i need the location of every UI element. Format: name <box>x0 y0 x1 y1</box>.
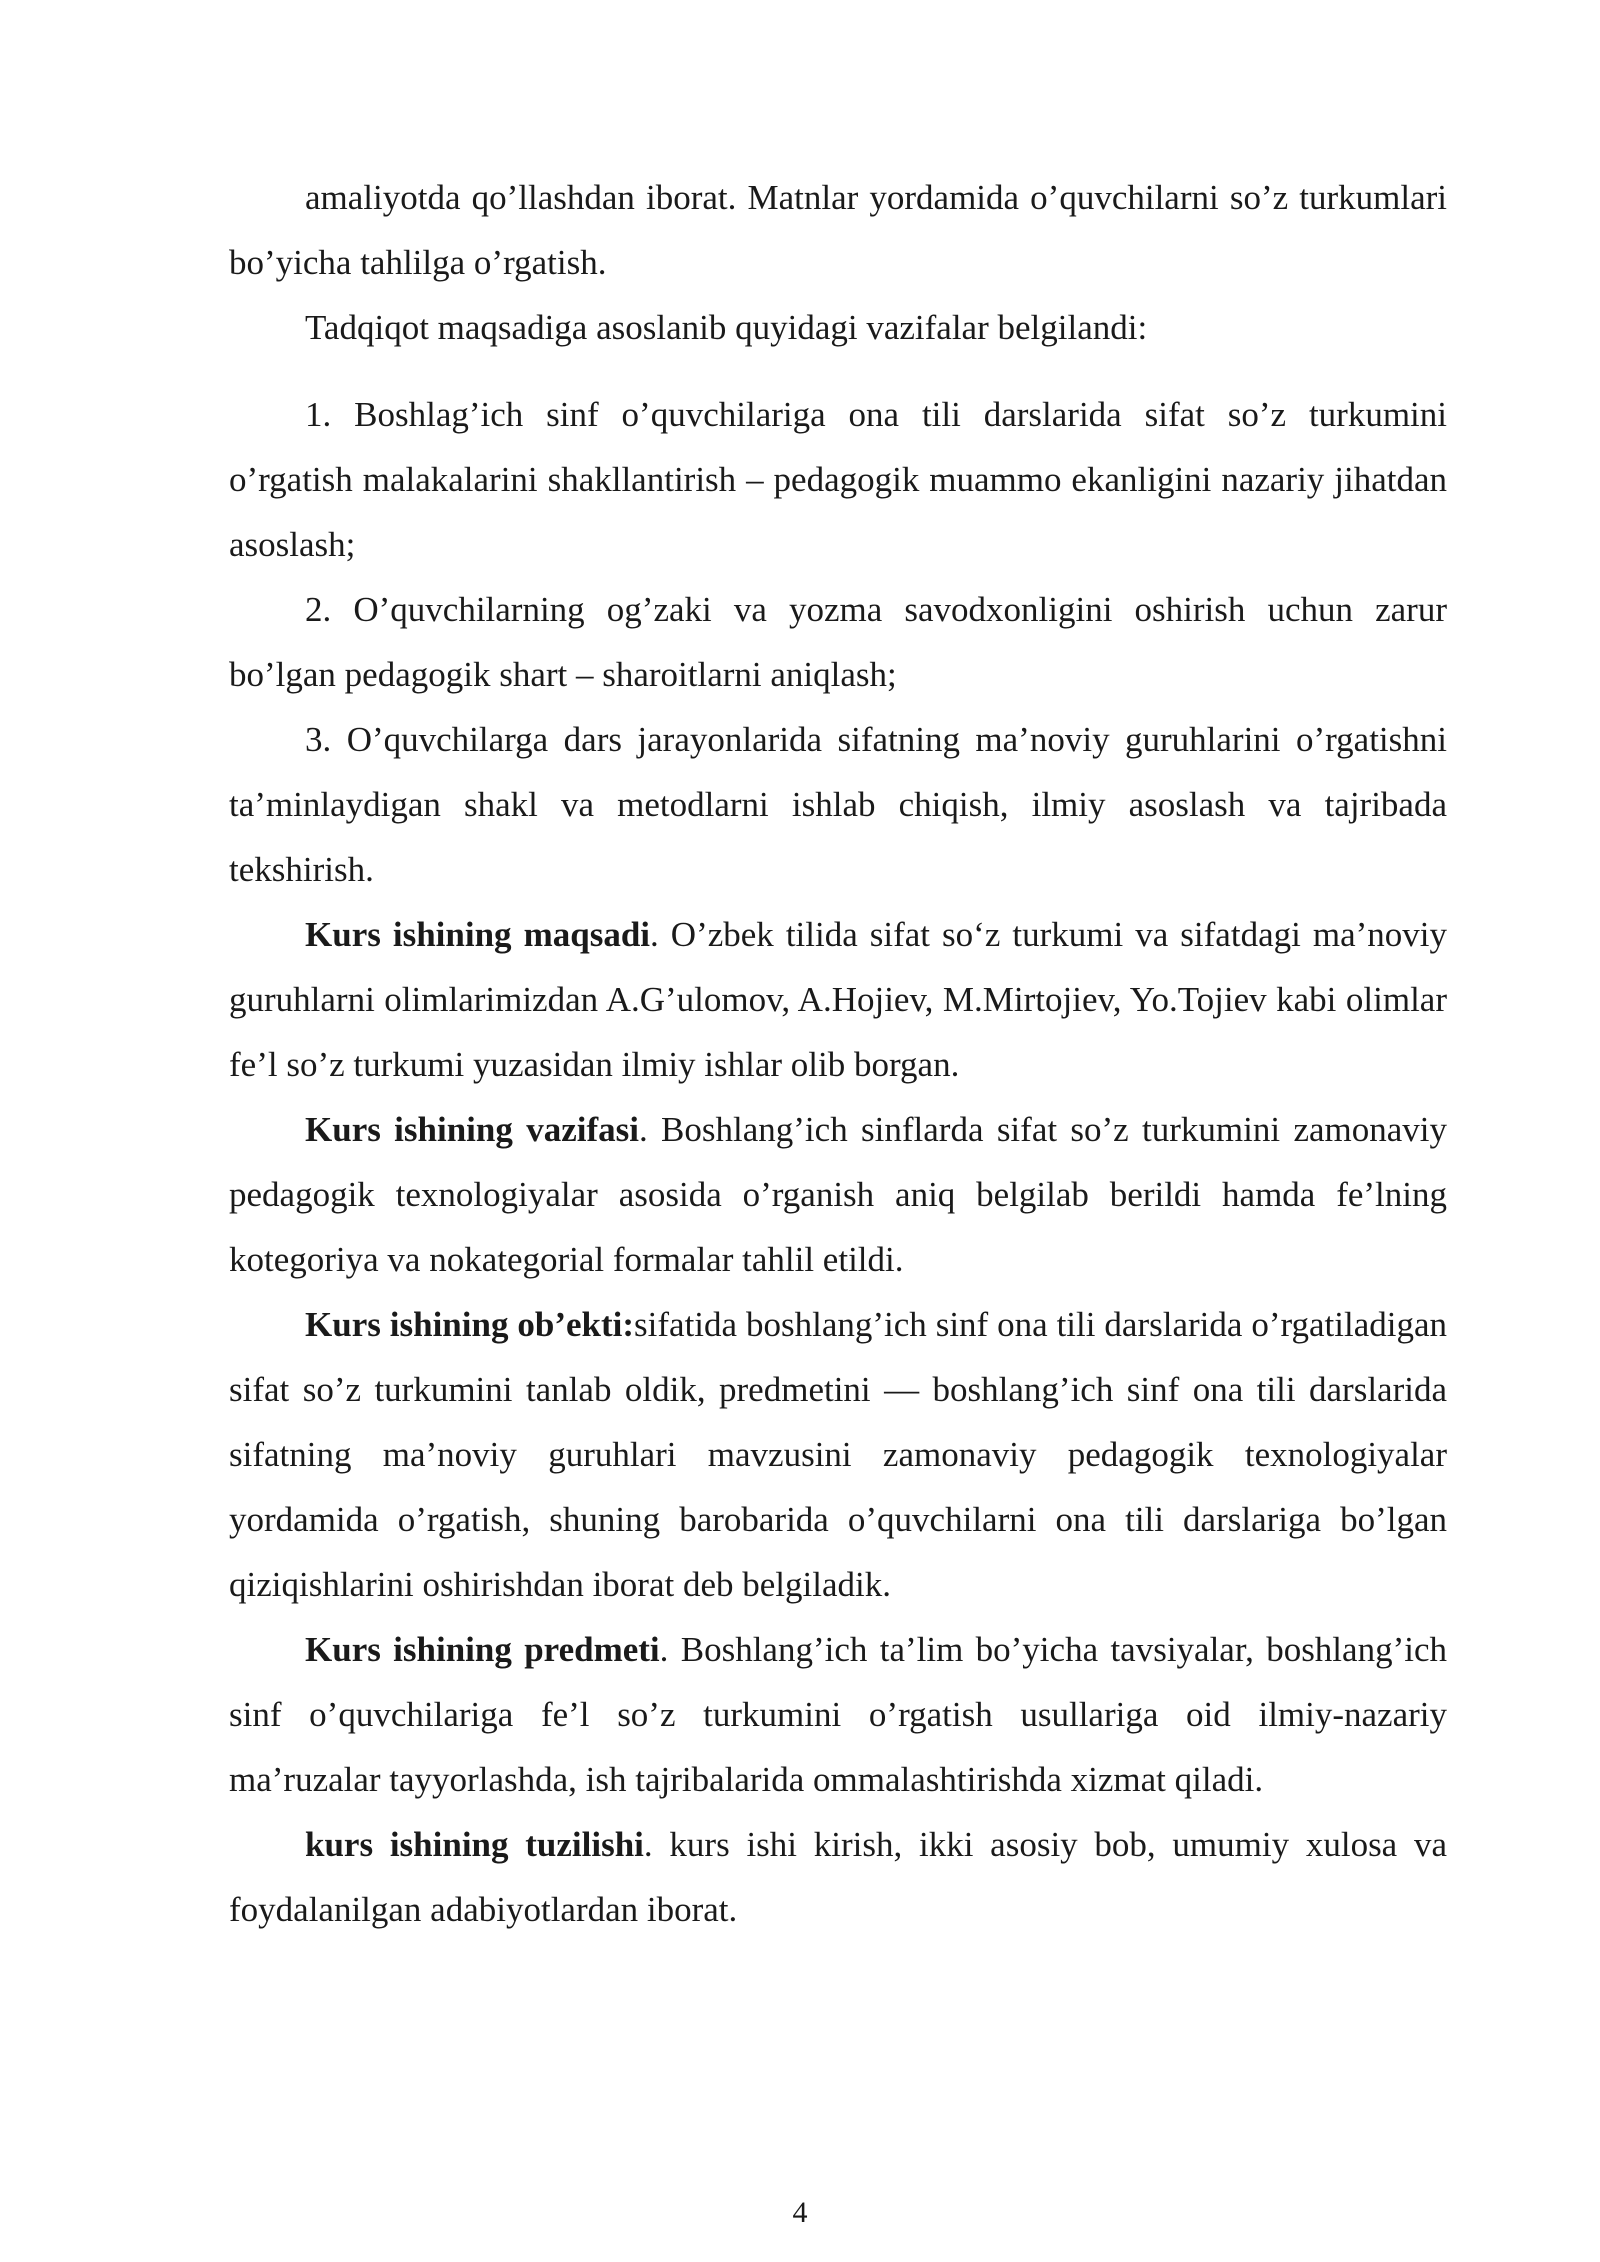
list-item-2: 2. O’quvchilarning og’zaki va yozma savodxonligini oshirish uchun zarur bo’lgan pedagogik shart – sharoitlarni aniqlash; <box>229 590 1447 694</box>
paragraph-tasks: Kurs ishining vazifasi. Boshlang’ich sinflarda sifat so’z turkumini zamonaviy pedagogik texnologiyalar asosida o’rganish aniq belgilab berildi hamda fe’lning kotegoriya va nokategorial formalar tahlil etildi. <box>229 1110 1447 1279</box>
body-text <box>229 165 1447 1942</box>
heading-tasks: Kurs ishining vazifasi <box>305 1110 639 1149</box>
heading-subject: Kurs ishining predmeti <box>305 1630 660 1669</box>
heading-object: Kurs ishining ob’ekti: <box>305 1305 635 1344</box>
paragraph-continuation: amaliyotda qo’llashdan iborat. Matnlar yordamida o’quvchilarni so’z turkumlari bo’yicha tahlilga o’rgatish. <box>229 178 1447 282</box>
heading-purpose: Kurs ishining maqsadi <box>305 915 651 954</box>
paragraph-structure: kurs ishining tuzilishi. kurs ishi kirish, ikki asosiy bob, umumiy xulosa va foydalanilgan adabiyotlardan iborat. <box>229 1825 1447 1929</box>
heading-structure: kurs ishining tuzilishi <box>305 1825 644 1864</box>
paragraph-object: Kurs ishining ob’ekti:sifatida boshlang’ich sinf ona tili darslarida o’rgatiladigan sifat so’z turkumini tanlab oldik, predmetini — boshlang’ich sinf ona tili darslarida sifatning ma’noviy guruhlari mavzusini zamonaviy pedagogik texnologiyalar yordamida o’rgatish, shuning barobarida o’quvchilarni ona tili darslariga bo’lgan qiziqishlarini oshirishdan iborat deb belgiladik. <box>229 1305 1447 1604</box>
page-number: 4 <box>792 2196 808 2229</box>
list-item-3: 3. O’quvchilarga dars jarayonlarida sifatning ma’noviy guruhlarini o’rgatishni ta’minlaydigan shakl va metodlarni ishlab chiqish, ilmiy asoslash va tajribada tekshirish. <box>229 720 1447 889</box>
list-item-1: 1. Boshlag’ich sinf o’quvchilariga ona tili darslarida sifat so’z turkumini o’rgatish malakalarini shakllantirish – pedagogik muammo ekanligini nazariy jihatdan asoslash; <box>229 395 1447 564</box>
paragraph-subject: Kurs ishining predmeti. Boshlang’ich ta’lim bo’yicha tavsiyalar, boshlang’ich sinf o’quvchilariga fe’l so’z turkumini o’rgatish usullariga oid ilmiy-nazariy ma’ruzalar tayyorlashda, ish tajribalarida ommalashtirishda xizmat qiladi. <box>229 1630 1447 1799</box>
paragraph-tasks-intro: Tadqiqot maqsadiga asoslanib quyidagi vazifalar belgilandi: <box>305 308 1148 347</box>
paragraph-purpose: Kurs ishining maqsadi. O’zbek tilida sifat so‘z turkumi va sifatdagi ma’noviy guruhlarni olimlarimizdan A.G’ulomov, A.Hojiev, M.Mirtojiev, Yo.Tojiev kabi olimlar fe’l so’z turkumi yuzasidan ilmiy ishlar olib borgan. <box>229 915 1447 1084</box>
